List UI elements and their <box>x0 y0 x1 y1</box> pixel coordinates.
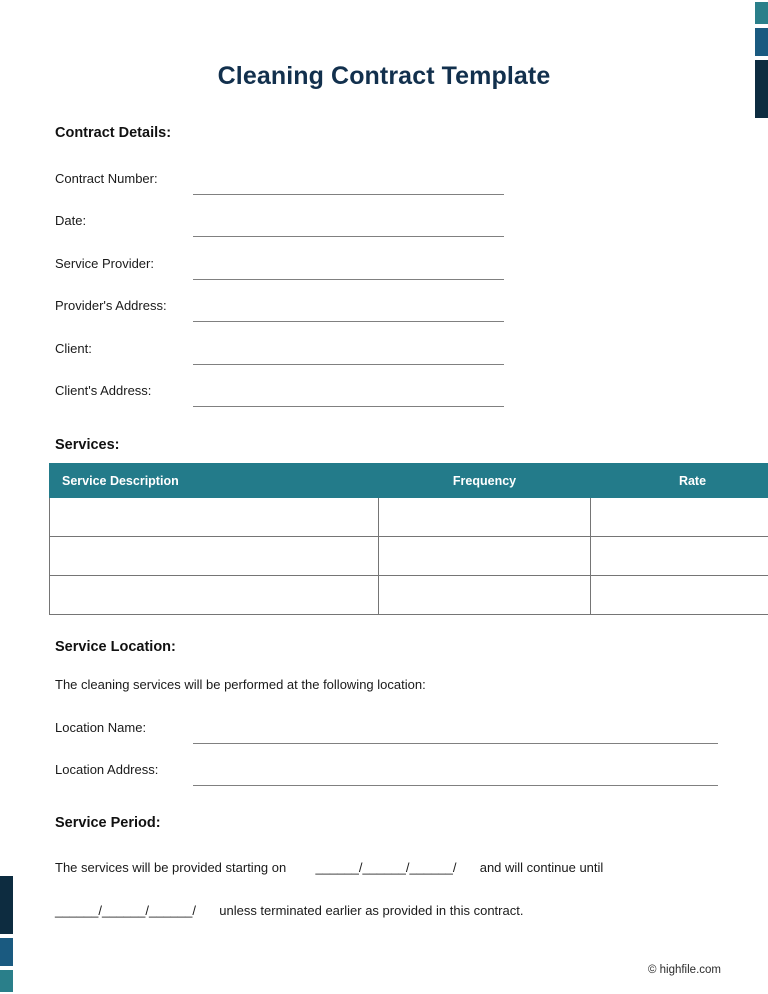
table-row <box>50 537 768 576</box>
cell-frequency[interactable] <box>379 537 591 576</box>
field-location-address[interactable] <box>55 762 718 792</box>
field-rule-date[interactable] <box>193 236 504 237</box>
service-period-termination-text: unless terminated earlier as provided in this contract. <box>219 903 524 918</box>
cell-rate[interactable] <box>591 576 768 615</box>
column-header-rate: Rate <box>591 464 768 498</box>
field-rule-client[interactable] <box>193 364 504 365</box>
service-period-suffix: and will continue until <box>479 860 604 875</box>
field-label-client-address: Client's Address: <box>55 383 152 398</box>
field-rule-service-provider[interactable] <box>193 279 504 280</box>
field-rule-provider-address[interactable] <box>193 321 504 322</box>
service-period-line-1 <box>55 860 603 875</box>
column-header-frequency: Frequency <box>379 464 591 498</box>
field-date[interactable] <box>55 213 504 243</box>
start-date-blank[interactable]: ______/______/______/ <box>315 860 457 875</box>
service-period-line-2 <box>55 903 523 918</box>
contract-details-heading: Contract Details: <box>55 125 172 141</box>
field-rule-location-name[interactable] <box>193 743 718 744</box>
field-label-location-address: Location Address: <box>55 762 159 777</box>
cell-service-description[interactable] <box>50 576 379 615</box>
footer-credit: © highfile.com <box>647 964 721 976</box>
field-client-address[interactable] <box>55 383 504 413</box>
field-label-provider-address: Provider's Address: <box>55 298 167 313</box>
field-rule-location-address[interactable] <box>193 785 718 786</box>
end-date-blank[interactable]: ______/______/______/ <box>55 903 196 918</box>
services-table <box>49 463 768 615</box>
field-location-name[interactable] <box>55 720 718 750</box>
field-label-location-name: Location Name: <box>55 720 147 735</box>
cell-rate[interactable] <box>591 537 768 576</box>
service-location-heading: Service Location: <box>55 639 176 655</box>
table-row <box>50 576 768 615</box>
field-rule-contract-number[interactable] <box>193 194 504 195</box>
service-location-intro: The cleaning services will be performed at the following location: <box>55 677 426 692</box>
field-label-client: Client: <box>55 341 92 356</box>
field-contract-number[interactable] <box>55 171 504 201</box>
table-row <box>50 498 768 537</box>
services-heading: Services: <box>55 437 120 453</box>
field-provider-address[interactable] <box>55 298 504 328</box>
field-rule-client-address[interactable] <box>193 406 504 407</box>
cell-service-description[interactable] <box>50 537 379 576</box>
cell-frequency[interactable] <box>379 576 591 615</box>
field-client[interactable] <box>55 341 504 371</box>
page-title: Cleaning Contract Template <box>217 62 551 90</box>
column-header-service-description: Service Description <box>50 464 379 498</box>
cell-service-description[interactable] <box>50 498 379 537</box>
service-period-heading: Service Period: <box>55 815 161 831</box>
cell-rate[interactable] <box>591 498 768 537</box>
field-label-date: Date: <box>55 213 87 228</box>
field-label-contract-number: Contract Number: <box>55 171 158 186</box>
service-period-prefix: The services will be provided starting on <box>55 860 287 875</box>
services-table-header-row <box>50 464 768 498</box>
cell-frequency[interactable] <box>379 498 591 537</box>
field-label-service-provider: Service Provider: <box>55 256 154 271</box>
field-service-provider[interactable] <box>55 256 504 286</box>
